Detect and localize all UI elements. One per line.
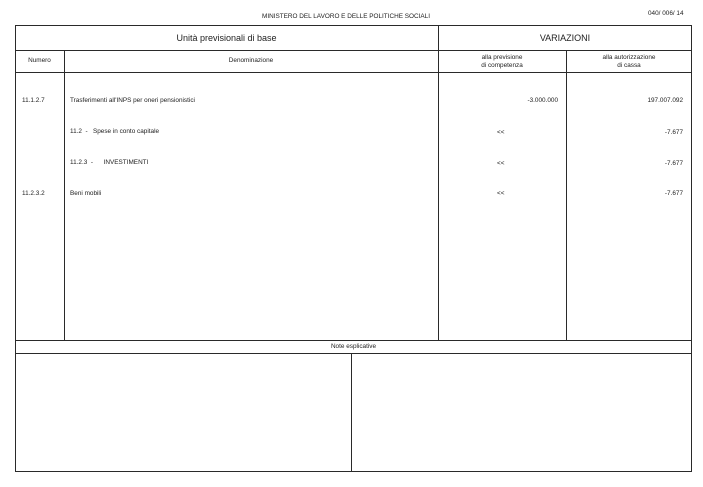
row-cassa: -7.677 (664, 190, 683, 197)
table-bottom-divider (15, 340, 692, 341)
notes-right-area (352, 354, 691, 471)
col-header-numero: Numero (28, 57, 51, 64)
col-header-competenza: alla previsione di competenza (481, 54, 523, 69)
row-competenza: << (497, 160, 505, 167)
header-divider (15, 50, 692, 51)
group-header-variazioni: VARIAZIONI (539, 33, 591, 43)
row-numero: 11.2.3.2 (22, 190, 45, 197)
variazioni-group-divider (438, 25, 439, 340)
col-header-cassa: alla autorizzazione di cassa (602, 54, 656, 69)
row-denominazione: 11.2 - Spese in conto capitale (70, 128, 160, 135)
row-cassa: 197.007.092 (647, 97, 683, 104)
cassa-column-divider (566, 50, 567, 340)
row-competenza: << (497, 190, 505, 197)
row-denominazione: 11.2.3 - INVESTIMENTI (70, 159, 149, 166)
row-cassa: -7.677 (664, 129, 683, 136)
row-denominazione: Beni mobili (70, 190, 102, 197)
row-cassa: -7.677 (664, 160, 683, 167)
column-header-divider (15, 72, 692, 73)
ministry-title: MINISTERO DEL LAVORO E DELLE POLITICHE SOCIALI (262, 13, 430, 20)
notes-left-area (16, 354, 350, 471)
row-competenza: << (497, 129, 505, 136)
group-header-unita: Unità previsionali di base (176, 33, 277, 43)
numero-column-divider (64, 50, 65, 340)
row-denominazione: Trasferimenti all'INPS per oneri pensionistici (70, 97, 195, 104)
notes-title: Note esplicative (330, 343, 377, 350)
row-competenza: -3.000.000 (527, 97, 558, 104)
col-header-denominazione: Denominazione (228, 57, 274, 64)
page-code: 040/ 006/ 14 (648, 10, 684, 17)
row-numero: 11.1.2.7 (22, 97, 45, 104)
